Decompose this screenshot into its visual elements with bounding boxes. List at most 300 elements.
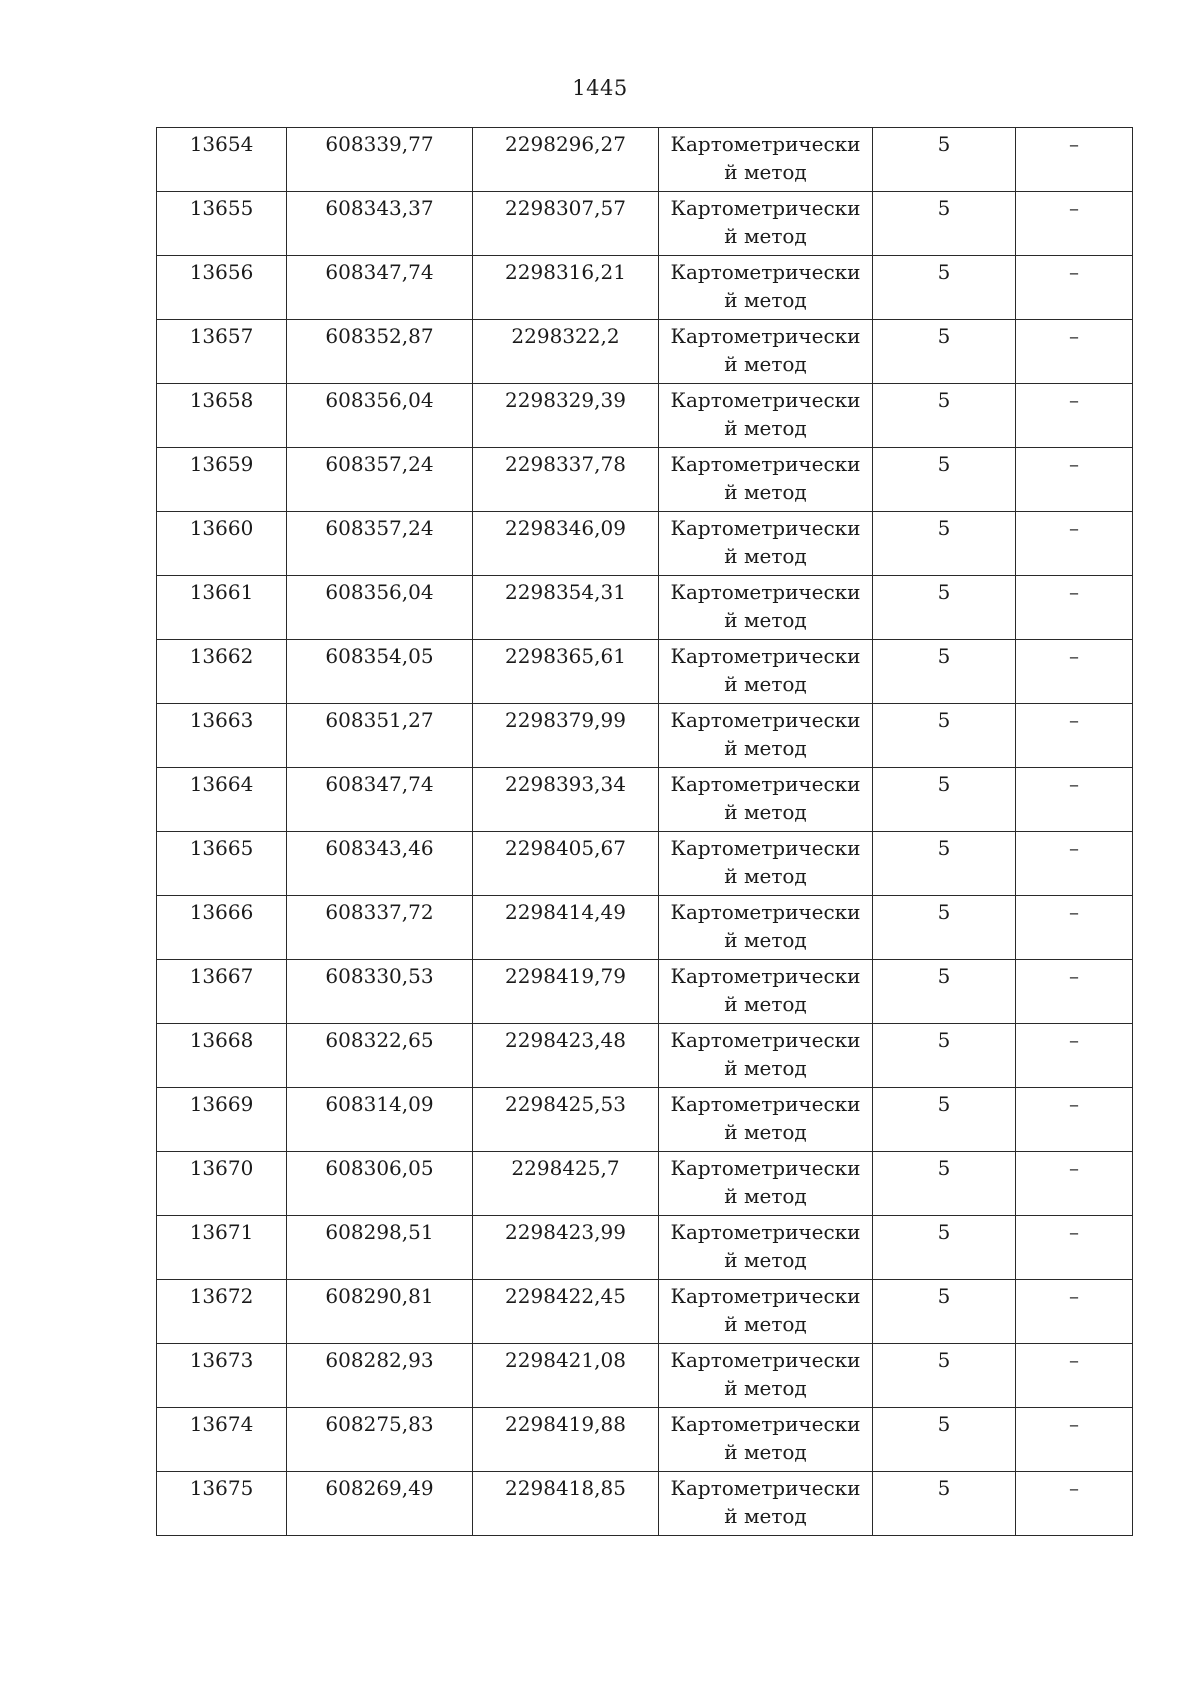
method-line-1: Картометрически [670, 644, 861, 668]
cell-accuracy-text: 5 [937, 324, 951, 348]
cell-accuracy-text: 5 [937, 772, 951, 796]
method-line-2: й метод [724, 928, 807, 952]
cell-point-id [157, 1152, 287, 1216]
cell-y-coordinate [473, 640, 659, 704]
cell-accuracy [873, 832, 1016, 896]
cell-point-id-text: 13675 [189, 1476, 254, 1500]
cell-description [1016, 384, 1133, 448]
cell-method [659, 192, 873, 256]
cell-accuracy-text: 5 [937, 1220, 951, 1244]
cell-x-coordinate [287, 384, 473, 448]
method-line-1: Картометрически [670, 452, 861, 476]
cell-x-coordinate-text: 608357,24 [325, 516, 434, 540]
method-line-1: Картометрически [670, 1156, 861, 1180]
cell-point-id-text: 13660 [189, 516, 254, 540]
cell-description-text: – [1069, 1220, 1079, 1244]
method-line-2: й метод [724, 672, 807, 696]
cell-description [1016, 640, 1133, 704]
cell-accuracy-text: 5 [937, 1348, 951, 1372]
cell-y-coordinate-text: 2298421,08 [505, 1348, 626, 1372]
cell-description [1016, 256, 1133, 320]
cell-x-coordinate-text: 608339,77 [325, 132, 434, 156]
cell-description-text: – [1069, 132, 1079, 156]
method-line-2: й метод [724, 1184, 807, 1208]
cell-x-coordinate [287, 960, 473, 1024]
cell-method [659, 1408, 873, 1472]
cell-accuracy-text: 5 [937, 1284, 951, 1308]
method-line-2: й метод [724, 992, 807, 1016]
cell-accuracy [873, 192, 1016, 256]
cell-accuracy-text: 5 [937, 900, 951, 924]
table-row [157, 1280, 1133, 1344]
cell-y-coordinate [473, 192, 659, 256]
cell-description-text: – [1069, 1156, 1079, 1180]
cell-x-coordinate [287, 1152, 473, 1216]
cell-x-coordinate [287, 256, 473, 320]
cell-method [659, 896, 873, 960]
cell-description-text: – [1069, 772, 1079, 796]
cell-point-id [157, 1024, 287, 1088]
method-line-2: й метод [724, 352, 807, 376]
cell-y-coordinate [473, 1280, 659, 1344]
cell-accuracy-text: 5 [937, 260, 951, 284]
cell-method [659, 448, 873, 512]
method-line-1: Картометрически [670, 1092, 861, 1116]
cell-method [659, 384, 873, 448]
cell-accuracy [873, 1344, 1016, 1408]
cell-point-id [157, 640, 287, 704]
cell-point-id [157, 1216, 287, 1280]
cell-y-coordinate [473, 832, 659, 896]
table-row [157, 896, 1133, 960]
cell-accuracy [873, 704, 1016, 768]
cell-point-id [157, 1088, 287, 1152]
cell-description [1016, 1344, 1133, 1408]
cell-y-coordinate [473, 1408, 659, 1472]
cell-description [1016, 1088, 1133, 1152]
method-line-1: Картометрически [670, 388, 861, 412]
cell-method [659, 1472, 873, 1536]
cell-point-id-text: 13658 [189, 388, 254, 412]
cell-y-coordinate [473, 1216, 659, 1280]
cell-y-coordinate [473, 1088, 659, 1152]
method-line-1: Картометрически [670, 1284, 861, 1308]
cell-accuracy-text: 5 [937, 836, 951, 860]
table-row [157, 1152, 1133, 1216]
cell-accuracy [873, 960, 1016, 1024]
cell-x-coordinate [287, 1408, 473, 1472]
cell-x-coordinate [287, 1344, 473, 1408]
cell-description-text: – [1069, 708, 1079, 732]
cell-description [1016, 896, 1133, 960]
cell-x-coordinate [287, 1088, 473, 1152]
cell-point-id [157, 448, 287, 512]
cell-description-text: – [1069, 516, 1079, 540]
cell-y-coordinate-text: 2298354,31 [505, 580, 626, 604]
method-line-1: Картометрически [670, 900, 861, 924]
method-line-1: Картометрически [670, 196, 861, 220]
cell-y-coordinate-text: 2298425,53 [505, 1092, 626, 1116]
cell-x-coordinate-text: 608298,51 [325, 1220, 434, 1244]
method-line-1: Картометрически [670, 132, 861, 156]
cell-accuracy-text: 5 [937, 644, 951, 668]
cell-description [1016, 1472, 1133, 1536]
cell-accuracy-text: 5 [937, 1412, 951, 1436]
cell-x-coordinate-text: 608351,27 [325, 708, 434, 732]
table-row [157, 512, 1133, 576]
cell-description [1016, 1024, 1133, 1088]
method-line-2: й метод [724, 1056, 807, 1080]
cell-accuracy [873, 768, 1016, 832]
cell-accuracy [873, 448, 1016, 512]
method-line-1: Картометрически [670, 1348, 861, 1372]
cell-method [659, 960, 873, 1024]
cell-point-id-text: 13669 [189, 1092, 254, 1116]
method-line-2: й метод [724, 416, 807, 440]
cell-point-id [157, 1472, 287, 1536]
cell-point-id-text: 13671 [189, 1220, 254, 1244]
cell-y-coordinate [473, 512, 659, 576]
cell-y-coordinate [473, 1344, 659, 1408]
cell-x-coordinate [287, 1472, 473, 1536]
cell-x-coordinate [287, 448, 473, 512]
cell-y-coordinate-text: 2298418,85 [505, 1476, 626, 1500]
cell-y-coordinate-text: 2298346,09 [505, 516, 626, 540]
cell-description-text: – [1069, 964, 1079, 988]
cell-description-text: – [1069, 644, 1079, 668]
cell-y-coordinate [473, 576, 659, 640]
cell-accuracy [873, 640, 1016, 704]
cell-y-coordinate [473, 1472, 659, 1536]
cell-description [1016, 128, 1133, 192]
cell-accuracy-text: 5 [937, 1156, 951, 1180]
cell-accuracy-text: 5 [937, 580, 951, 604]
cell-point-id-text: 13664 [189, 772, 254, 796]
cell-x-coordinate-text: 608356,04 [325, 388, 434, 412]
cell-accuracy-text: 5 [937, 708, 951, 732]
cell-x-coordinate-text: 608347,74 [325, 772, 434, 796]
cell-point-id [157, 256, 287, 320]
method-line-2: й метод [724, 160, 807, 184]
cell-point-id-text: 13666 [189, 900, 254, 924]
cell-accuracy [873, 1408, 1016, 1472]
table-row [157, 1024, 1133, 1088]
method-line-2: й метод [724, 224, 807, 248]
cell-point-id-text: 13656 [189, 260, 254, 284]
cell-x-coordinate-text: 608282,93 [325, 1348, 434, 1372]
cell-accuracy-text: 5 [937, 1028, 951, 1052]
cell-point-id [157, 1280, 287, 1344]
method-line-2: й метод [724, 864, 807, 888]
method-line-1: Картометрически [670, 260, 861, 284]
table-row [157, 256, 1133, 320]
cell-accuracy [873, 1280, 1016, 1344]
cell-x-coordinate-text: 608322,65 [325, 1028, 434, 1052]
cell-point-id [157, 512, 287, 576]
cell-description [1016, 576, 1133, 640]
cell-description-text: – [1069, 580, 1079, 604]
cell-x-coordinate-text: 608343,46 [325, 836, 434, 860]
cell-y-coordinate-text: 2298414,49 [505, 900, 626, 924]
method-line-1: Картометрически [670, 580, 861, 604]
cell-point-id-text: 13662 [189, 644, 254, 668]
cell-description [1016, 768, 1133, 832]
cell-y-coordinate-text: 2298422,45 [505, 1284, 626, 1308]
cell-y-coordinate [473, 128, 659, 192]
method-line-2: й метод [724, 800, 807, 824]
method-line-2: й метод [724, 736, 807, 760]
cell-accuracy-text: 5 [937, 452, 951, 476]
table-row [157, 1344, 1133, 1408]
cell-point-id-text: 13665 [189, 836, 254, 860]
cell-description-text: – [1069, 1092, 1079, 1116]
cell-x-coordinate [287, 320, 473, 384]
cell-x-coordinate-text: 608343,37 [325, 196, 434, 220]
method-line-1: Картометрически [670, 516, 861, 540]
cell-point-id-text: 13659 [189, 452, 254, 476]
cell-x-coordinate-text: 608354,05 [325, 644, 434, 668]
table-row [157, 192, 1133, 256]
cell-y-coordinate-text: 2298322,2 [511, 324, 620, 348]
cell-x-coordinate [287, 768, 473, 832]
cell-point-id [157, 896, 287, 960]
cell-description [1016, 1280, 1133, 1344]
table-row [157, 960, 1133, 1024]
cell-accuracy [873, 1152, 1016, 1216]
cell-method [659, 1216, 873, 1280]
table-row [157, 1408, 1133, 1472]
cell-point-id-text: 13661 [189, 580, 254, 604]
cell-y-coordinate-text: 2298307,57 [505, 196, 626, 220]
cell-x-coordinate-text: 608275,83 [325, 1412, 434, 1436]
cell-x-coordinate-text: 608314,09 [325, 1092, 434, 1116]
cell-method [659, 1088, 873, 1152]
cell-accuracy [873, 576, 1016, 640]
cell-accuracy-text: 5 [937, 132, 951, 156]
method-line-2: й метод [724, 1248, 807, 1272]
cell-y-coordinate-text: 2298425,7 [511, 1156, 620, 1180]
cell-y-coordinate [473, 256, 659, 320]
cell-point-id [157, 768, 287, 832]
cell-method [659, 832, 873, 896]
cell-point-id-text: 13670 [189, 1156, 254, 1180]
cell-accuracy [873, 256, 1016, 320]
method-line-1: Картометрически [670, 772, 861, 796]
cell-x-coordinate [287, 1280, 473, 1344]
method-line-2: й метод [724, 544, 807, 568]
cell-point-id [157, 384, 287, 448]
cell-description-text: – [1069, 836, 1079, 860]
cell-description [1016, 960, 1133, 1024]
cell-x-coordinate-text: 608347,74 [325, 260, 434, 284]
cell-x-coordinate-text: 608356,04 [325, 580, 434, 604]
cell-description-text: – [1069, 900, 1079, 924]
method-line-1: Картометрически [670, 1476, 861, 1500]
method-line-2: й метод [724, 480, 807, 504]
cell-point-id [157, 576, 287, 640]
cell-y-coordinate-text: 2298337,78 [505, 452, 626, 476]
method-line-2: й метод [724, 1312, 807, 1336]
cell-x-coordinate [287, 1216, 473, 1280]
cell-point-id [157, 704, 287, 768]
table-row [157, 448, 1133, 512]
cell-method [659, 128, 873, 192]
cell-y-coordinate-text: 2298296,27 [505, 132, 626, 156]
cell-point-id [157, 192, 287, 256]
table-row [157, 832, 1133, 896]
cell-y-coordinate-text: 2298379,99 [505, 708, 626, 732]
cell-point-id-text: 13667 [189, 964, 254, 988]
cell-accuracy [873, 1216, 1016, 1280]
cell-x-coordinate-text: 608290,81 [325, 1284, 434, 1308]
method-line-2: й метод [724, 1376, 807, 1400]
cell-point-id-text: 13668 [189, 1028, 254, 1052]
cell-method [659, 768, 873, 832]
method-line-2: й метод [724, 608, 807, 632]
cell-point-id [157, 1344, 287, 1408]
method-line-2: й метод [724, 1504, 807, 1528]
cell-accuracy [873, 384, 1016, 448]
cell-accuracy-text: 5 [937, 1092, 951, 1116]
cell-accuracy [873, 1088, 1016, 1152]
method-line-1: Картометрически [670, 1412, 861, 1436]
cell-description [1016, 320, 1133, 384]
page-number: 1445 [572, 76, 628, 100]
cell-method [659, 704, 873, 768]
cell-y-coordinate [473, 320, 659, 384]
cell-accuracy-text: 5 [937, 516, 951, 540]
cell-point-id-text: 13655 [189, 196, 254, 220]
cell-x-coordinate-text: 608306,05 [325, 1156, 434, 1180]
cell-point-id [157, 320, 287, 384]
cell-description-text: – [1069, 1028, 1079, 1052]
cell-method [659, 640, 873, 704]
cell-y-coordinate-text: 2298405,67 [505, 836, 626, 860]
cell-x-coordinate-text: 608352,87 [325, 324, 434, 348]
cell-description [1016, 1408, 1133, 1472]
cell-description [1016, 512, 1133, 576]
table-row [157, 320, 1133, 384]
method-line-2: й метод [724, 1440, 807, 1464]
cell-description [1016, 1152, 1133, 1216]
table-row [157, 384, 1133, 448]
method-line-1: Картометрически [670, 708, 861, 732]
cell-point-id [157, 128, 287, 192]
cell-description-text: – [1069, 324, 1079, 348]
cell-description [1016, 832, 1133, 896]
cell-description [1016, 704, 1133, 768]
cell-x-coordinate-text: 608337,72 [325, 900, 434, 924]
cell-point-id [157, 960, 287, 1024]
method-line-2: й метод [724, 288, 807, 312]
table-row [157, 704, 1133, 768]
cell-description-text: – [1069, 1348, 1079, 1372]
cell-y-coordinate-text: 2298419,88 [505, 1412, 626, 1436]
cell-y-coordinate [473, 704, 659, 768]
method-line-1: Картометрически [670, 1028, 861, 1052]
cell-description-text: – [1069, 1412, 1079, 1436]
cell-description-text: – [1069, 1284, 1079, 1308]
cell-y-coordinate [473, 896, 659, 960]
cell-description-text: – [1069, 196, 1079, 220]
cell-point-id [157, 832, 287, 896]
method-line-1: Картометрически [670, 836, 861, 860]
cell-accuracy-text: 5 [937, 388, 951, 412]
cell-accuracy-text: 5 [937, 1476, 951, 1500]
cell-point-id-text: 13673 [189, 1348, 254, 1372]
table-row [157, 576, 1133, 640]
cell-accuracy [873, 1472, 1016, 1536]
cell-method [659, 256, 873, 320]
cell-point-id-text: 13657 [189, 324, 254, 348]
cell-x-coordinate [287, 128, 473, 192]
cell-x-coordinate [287, 512, 473, 576]
cell-y-coordinate-text: 2298365,61 [505, 644, 626, 668]
table-body [157, 128, 1133, 1536]
cell-method [659, 1280, 873, 1344]
table-row [157, 1088, 1133, 1152]
cell-x-coordinate [287, 576, 473, 640]
cell-y-coordinate [473, 448, 659, 512]
cell-description-text: – [1069, 1476, 1079, 1500]
method-line-1: Картометрически [670, 1220, 861, 1244]
cell-y-coordinate-text: 2298423,99 [505, 1220, 626, 1244]
cell-description-text: – [1069, 260, 1079, 284]
table-row [157, 640, 1133, 704]
cell-point-id-text: 13663 [189, 708, 254, 732]
cell-y-coordinate [473, 1024, 659, 1088]
method-line-1: Картометрически [670, 964, 861, 988]
cell-y-coordinate-text: 2298423,48 [505, 1028, 626, 1052]
cell-method [659, 1344, 873, 1408]
cell-x-coordinate [287, 704, 473, 768]
cell-accuracy-text: 5 [937, 964, 951, 988]
cell-x-coordinate-text: 608269,49 [325, 1476, 434, 1500]
cell-method [659, 320, 873, 384]
cell-accuracy [873, 512, 1016, 576]
table-row [157, 1216, 1133, 1280]
table-row [157, 768, 1133, 832]
cell-x-coordinate-text: 608357,24 [325, 452, 434, 476]
cell-x-coordinate [287, 832, 473, 896]
cell-x-coordinate [287, 192, 473, 256]
cell-method [659, 512, 873, 576]
cell-accuracy [873, 320, 1016, 384]
cell-x-coordinate [287, 896, 473, 960]
cell-y-coordinate [473, 384, 659, 448]
cell-point-id-text: 13674 [189, 1412, 254, 1436]
cell-y-coordinate-text: 2298329,39 [505, 388, 626, 412]
cell-method [659, 1024, 873, 1088]
cell-method [659, 1152, 873, 1216]
cell-point-id-text: 13654 [189, 132, 254, 156]
method-line-1: Картометрически [670, 324, 861, 348]
cell-y-coordinate-text: 2298419,79 [505, 964, 626, 988]
cell-y-coordinate-text: 2298316,21 [505, 260, 626, 284]
cell-x-coordinate-text: 608330,53 [325, 964, 434, 988]
cell-description [1016, 192, 1133, 256]
cell-point-id [157, 1408, 287, 1472]
cell-description-text: – [1069, 452, 1079, 476]
cell-accuracy-text: 5 [937, 196, 951, 220]
cell-accuracy [873, 896, 1016, 960]
cell-point-id-text: 13672 [189, 1284, 254, 1308]
cell-y-coordinate [473, 960, 659, 1024]
cell-y-coordinate [473, 768, 659, 832]
cell-accuracy [873, 1024, 1016, 1088]
coordinates-table [156, 127, 1133, 1536]
cell-description [1016, 448, 1133, 512]
